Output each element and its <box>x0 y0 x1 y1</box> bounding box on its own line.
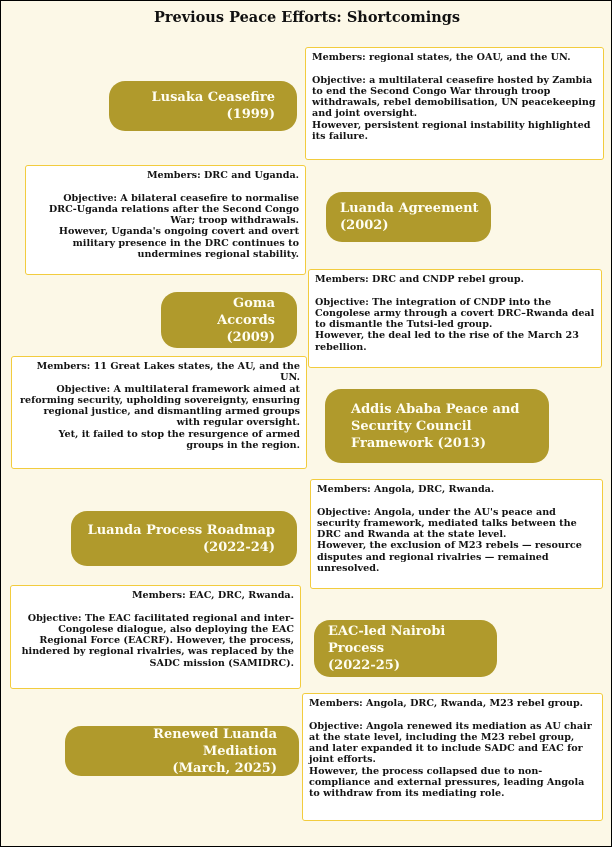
objective-text: Objective: Angola renewed its mediation as AU chair at the state level, including the M23 rebel group, and later expanded it to include SADC and EAC for joint efforts. <box>309 720 592 766</box>
effort-name: EAC-led Nairobi Process <box>328 624 446 656</box>
objective-text: Objective: a multilateral ceasefire hosted by Zambia to end the Second Congo War through troop withdrawals, rebel demobilisation, UN peacekeeping and joint oversight. <box>312 74 596 120</box>
effort-details-nairobi <box>10 585 301 689</box>
effort-details-addis-ababa <box>11 356 307 469</box>
effort-name: Lusaka Ceasefire <box>151 90 275 105</box>
effort-year: (2022-24) <box>203 539 275 555</box>
objective-text: Objective: Angola, under the AU's peace and security framework, mediated talks between the DRC and Rwanda at the state level. <box>317 506 577 541</box>
objective-text: Objective: The integration of CNDP into the Congolese army through a covert DRC–Rwanda deal to dismantle the Tutsi-led group. <box>315 296 595 331</box>
effort-year: (2009) <box>226 329 275 345</box>
effort-details-luanda-roadmap <box>310 479 603 589</box>
outcome-text: However, Uganda's ongoing covert and overt military presence in the DRC continues to undermines regional stability. <box>58 226 299 261</box>
members-text: Members: DRC and Uganda. <box>146 170 299 181</box>
effort-luanda-agreement <box>326 192 491 242</box>
effort-eac-nairobi-process <box>314 620 497 677</box>
effort-details-luanda-agreement <box>25 165 306 275</box>
effort-name: Luanda Agreement <box>340 201 479 216</box>
effort-name: Goma Accords <box>217 295 275 328</box>
effort-goma-accords <box>161 292 297 348</box>
effort-year: (March, 2025) <box>172 760 277 776</box>
effort-year: (2002) <box>340 218 389 233</box>
members-text: Members: 11 Great Lakes states, the AU, and the UN. <box>36 361 300 384</box>
effort-details-lusaka <box>305 47 604 160</box>
effort-name: Security Council <box>351 418 472 434</box>
effort-lusaka-ceasefire <box>109 81 297 131</box>
effort-name: Renewed Luanda Mediation <box>153 726 277 759</box>
outcome-text: Yet, it failed to stop the resurgence of armed groups in the region. <box>58 428 300 452</box>
effort-details-goma <box>308 269 602 368</box>
effort-renewed-luanda-mediation <box>65 726 299 776</box>
effort-luanda-process-roadmap <box>71 511 297 566</box>
effort-year: (1999) <box>226 107 275 122</box>
page-title: Previous Peace Efforts: Shortcomings <box>153 9 461 26</box>
outcome-text: However, persistent regional instability highlighted its failure. <box>312 119 591 143</box>
members-text: Members: Angola, DRC, Rwanda, M23 rebel group. <box>309 698 584 709</box>
members-text: Members: Angola, DRC, Rwanda. <box>317 484 495 495</box>
outcome-text: However, the deal led to the rise of the March 23 rebellion. <box>315 330 579 353</box>
objective-text: Objective: A bilateral ceasefire to normalise DRC-Uganda relations after the Second Congo War; troop withdrawals. <box>48 192 299 227</box>
effort-name: Luanda Process Roadmap <box>87 522 275 538</box>
members-text: Members: EAC, DRC, Rwanda. <box>131 590 294 601</box>
outcome-text: However, the exclusion of M23 rebels — resource disputes and regional rivalries — remained unresolved. <box>317 540 582 575</box>
outcome-text: However, the process collapsed due to non-compliance and external pressures, leading Angola to withdraw from its mediating role. <box>309 765 585 800</box>
effort-details-renewed-mediation <box>302 693 603 821</box>
objective-text: Objective: A multilateral framework aimed at reforming security, upholding sovereignty, ensuring regional justice, and dismantling armed groups with regular oversight. <box>20 383 300 429</box>
effort-year: (2022-25) <box>328 658 400 673</box>
objective-text: Objective: The EAC facilitated regional and inter-Congolese dialogue, also deploying the EAC Regional Force (EACRF). However, the process, hindered by regional rivalries, was replaced by the SADC mission (SAMIDRC). <box>21 612 294 669</box>
effort-name: Addis Ababa Peace and <box>351 401 520 417</box>
members-text: Members: regional states, the OAU, and the UN. <box>312 52 571 63</box>
effort-addis-ababa-framework <box>325 389 549 463</box>
members-text: Members: DRC and CNDP rebel group. <box>315 274 524 285</box>
effort-year: Framework (2013) <box>351 435 487 451</box>
